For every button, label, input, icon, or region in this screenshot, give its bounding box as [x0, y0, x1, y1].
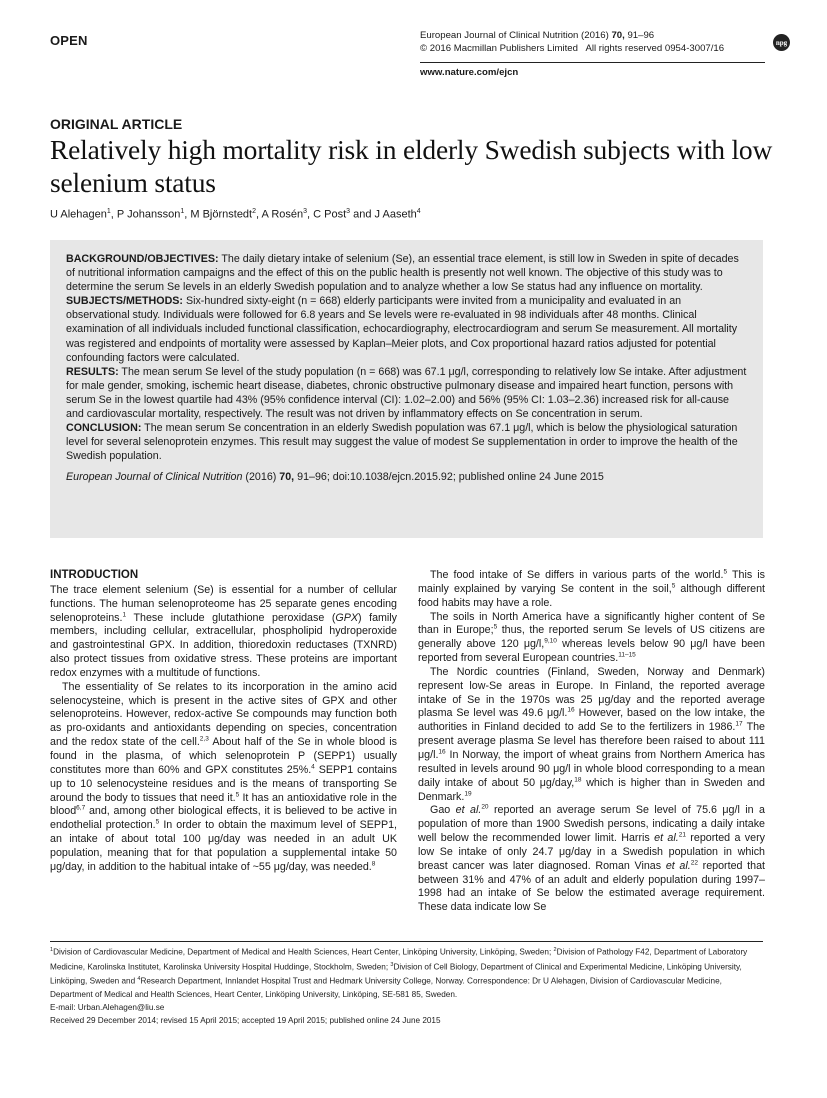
text-run: About half of the Se in whole blood is found in the plasma, of which selenoprotein P (SEPP1) usually constitutes more than 60% and GPX constitutes 25%.	[50, 736, 398, 776]
abstract-section	[66, 365, 747, 421]
body-paragraph	[418, 611, 765, 666]
abstract-section	[66, 252, 747, 294]
abstract-box	[50, 240, 763, 538]
reference-marker: 11–15	[618, 651, 636, 659]
journal-pages: 91–96	[624, 30, 655, 41]
text-run: and, among other biological effects, it is believed to be active in endothelial protection.	[50, 805, 397, 832]
reference-marker: 6,7	[76, 804, 86, 812]
affiliation-number: 3	[390, 961, 394, 968]
text-run: thus, the reported serum Se levels of US citizens are generally above 120 μg/l,	[418, 624, 765, 651]
reference-marker: 16	[438, 748, 446, 756]
author-name: P Johansson	[116, 208, 181, 221]
affiliation-text: Division of Pathology F42, Department of Laboratory Medicine, Karolinska Institutet, Karolinska University Hospital Huddinge, Stockholm, Sweden;	[50, 947, 748, 972]
reference-marker: 16	[567, 706, 575, 714]
abstract-section	[66, 294, 747, 364]
affiliation-marker: 1	[180, 208, 185, 215]
abstract-section-text: The mean serum Se concentration in an elderly Swedish population was 67.1 μg/l, which is below the physiological saturation level for several selenoprotein enzymes. This result may suggest the value of modest Se supplementation in order to improve the health of the Swedish population.	[66, 422, 738, 463]
text-run: The Nordic countries (Finland, Sweden, Norway and Denmark) represent low-Se areas in Europe. In Finland, the reported average intake of Se in the 1970s was 25 μg/day and the reported average plasma Se level was 49.6 μg/l.	[418, 665, 765, 720]
text-run: reported that between 31% and 47% of an adult and elderly population during 1997–1998 had an intake of Se below the estimated average requirement. These data indicate low Se	[418, 859, 765, 914]
text-run: which is higher than in Sweden and Denmark.	[418, 776, 765, 803]
footnotes	[50, 944, 763, 1027]
author-name: J Aaseth	[374, 208, 417, 221]
reference-marker: 5	[671, 582, 676, 590]
reference-marker: 5	[155, 818, 160, 826]
header-divider	[420, 62, 765, 63]
abstract-section-text: The daily dietary intake of selenium (Se), an essential trace element, is still low in Sweden in spite of decades of nutritional information campaigns and the effect of this on the public health is presently not well known. The objective of this study was to determine the serum Se levels in an elderly Swedish population and to analyze whether a low Se status had any influence on mortality.	[66, 253, 739, 294]
italic-run: GPX	[335, 611, 358, 624]
body-paragraph	[50, 584, 397, 681]
affiliation-text: Research Department, Innlandet Hospital Trust and Hedmark University College, Norway. Correspondence: Dr U Alehagen, Division of Cardiovascular Medicine, Department of Medical and Health Sciences, Heart Center, Linköping University, Linköping, SE-581 85, Sweden.	[50, 977, 722, 1000]
affiliation-text: Division of Cardiovascular Medicine, Department of Medical and Health Sciences, Heart Center, Linköping University, Linköping, Sweden;	[53, 947, 554, 957]
npg-logo-icon: npg	[773, 34, 790, 51]
author-separator: ,	[184, 208, 191, 221]
affiliation-marker: 4	[416, 208, 421, 215]
citation-volume: 70,	[279, 471, 295, 484]
author-list	[50, 208, 421, 221]
reference-marker: 17	[735, 720, 743, 728]
abstract-section	[66, 421, 747, 463]
text-run: The trace element selenium (Se) is essential for a number of cellular functions. The human selenoproteome has 25 separate genes encoding selenoproteins.	[50, 583, 397, 624]
text-run: The soils in North America have a significantly higher content of Se than in Europe;	[418, 610, 765, 637]
author-separator: ,	[307, 208, 314, 221]
reference-marker: 5	[235, 790, 240, 798]
text-run: SEPP1 contains up to 10 selenocysteine residues and is the means of transporting Se around the body to tissues that need it.	[50, 763, 397, 804]
affiliation-number: 1	[50, 947, 54, 953]
text-run: In order to obtain the maximum level of SEPP1, an intake of about total 100 μg/day was needed in an adult UK population, meaning that for that population a supplemental intake 50 μg/day, in addition to the habitual intake of ~55 μg/day, was needed.	[50, 819, 397, 873]
citation-doi: 91–96; doi:10.1038/ejcn.2015.92; published online 24 June 2015	[294, 471, 604, 484]
reference-marker: 8	[371, 860, 376, 868]
italic-run: et al.	[455, 804, 482, 817]
affiliation-number: 2	[553, 947, 557, 953]
abstract-sections	[66, 252, 747, 463]
affiliations	[50, 944, 763, 1001]
author-name: C Post	[313, 208, 347, 221]
abstract-section-label: BACKGROUND/OBJECTIVES:	[66, 253, 219, 265]
reference-marker: 2,3	[199, 735, 209, 743]
affiliation-number: 4	[137, 976, 141, 983]
reference-marker: 5	[493, 623, 498, 631]
abstract-section-label: SUBJECTS/METHODS:	[66, 295, 183, 308]
journal-name: European Journal of Clinical Nutrition (2016)	[420, 30, 612, 41]
text-run: reported an average serum Se level of 75.6 μg/l in a population of more than 1900 Swedish persons, indicating a daily intake well below the recommended lower limit. Harris	[418, 804, 765, 845]
section-heading-introduction: INTRODUCTION	[50, 569, 139, 581]
text-run: The present average plasma Se level has therefore been raised to about 111 μg/l.	[418, 721, 765, 761]
body-paragraph	[50, 681, 397, 875]
abstract-citation	[66, 470, 747, 484]
text-run: These include glutathione peroxidase (	[126, 611, 336, 624]
open-access-label: OPEN	[50, 33, 88, 48]
text-run: whereas levels below 90 μg/l have been reported from several European countries.	[418, 638, 765, 665]
body-column-left	[50, 569, 397, 875]
received-dates: Received 29 December 2014; revised 15 April 2015; accepted 19 April 2015; published online 24 June 2015	[50, 1016, 441, 1026]
text-run: Gao	[430, 804, 456, 817]
citation-journal: European Journal of Clinical Nutrition	[66, 471, 243, 484]
abstract-section-label: CONCLUSION:	[66, 422, 142, 435]
reference-marker: 21	[678, 831, 686, 839]
affiliation-marker: 3	[346, 208, 351, 215]
author-separator: ,	[256, 208, 262, 221]
reference-marker: 5	[723, 568, 728, 576]
reference-marker: 1	[122, 610, 127, 618]
correspondence-email[interactable]: E-mail: Urban.Alehagen@liu.se	[50, 1003, 165, 1013]
body-column-right	[418, 569, 765, 915]
italic-run: et al.	[654, 832, 679, 845]
abstract-section-text: Six-hundred sixty-eight (n = 668) elderly participants were invited from a municipality and evaluated in an observational study. Individuals were followed for 6.8 years and Se levels were re-evaluated in 98 individuals after 48 months. Clinical examination of all individuals included functional classification, echocardiography, electrocardiogram and serum Se measurement. All mortality was registered and endpoints of mortality were assessed by Kaplan–Meier plots, and Cox proportional hazard ratios adjusted for potential confounding factors were calculated.	[66, 295, 738, 364]
article-type-label: ORIGINAL ARTICLE	[50, 116, 183, 132]
author-name: U Alehagen	[50, 208, 107, 221]
reference-marker: 9,10	[544, 637, 557, 645]
body-paragraph	[418, 569, 765, 611]
text-run: ) family members, including cellular, extracellular, phospholipid hydroperoxide and gastrointestinal GPX. In addition, thioredoxin reductases (TXNRD) also protect tissues from oxidative stress. These proteins are important redox enzymes with a multitude of functions.	[50, 611, 398, 679]
article-title: Relatively high mortality risk in elderly Swedish subjects with low selenium status	[50, 134, 773, 198]
reference-marker: 4	[311, 763, 315, 771]
journal-url-link[interactable]: www.nature.com/ejcn	[420, 67, 519, 78]
body-paragraph	[418, 804, 765, 915]
abstract-section-text: The mean serum Se level of the study population (n = 668) was 67.1 μg/l, corresponding to relatively low Se intake. After adjustment for male gender, smoking, ischemic heart disease, diabetes, chronic obstructive pulmonary disease and impaired heart function, persons with serum Se in the lowest quartile had 43% (95% confidence interval (CI): 1.02–2.00) and 56% (95% CI: 1.03–2.36) increased risk for all-cause and cardiovascular mortality, respectively. The result was not driven by inflammatory effects on Se concentration in serum.	[66, 365, 747, 421]
journal-volume: 70,	[611, 30, 625, 41]
reference-marker: 20	[481, 803, 489, 811]
author-name: M Björnstedt	[190, 208, 253, 221]
reference-marker: 19	[464, 789, 472, 797]
body-paragraph	[418, 666, 765, 804]
abstract-section-label: RESULTS:	[66, 365, 119, 378]
affiliation-text: Division of Cell Biology, Department of Clinical and Experimental Medicine, Linköping University, Linköping, Sweden and	[50, 962, 742, 987]
author-name: A Rosén	[261, 208, 304, 221]
citation-year: (2016)	[242, 471, 280, 484]
journal-header	[420, 29, 765, 55]
affiliation-marker: 1	[106, 208, 111, 215]
author-separator: and	[350, 208, 375, 221]
affiliation-marker: 2	[252, 208, 257, 215]
text-run: reported a very low Se intake of only 24.7 μg/day in a Swedish population in which breast cancer was later diagnosed. Roman Vinas	[418, 832, 765, 872]
text-run: This is mainly explained by varying Se content in the soil,	[418, 569, 765, 595]
text-run: In Norway, the import of wheat grains from Northern America has resulted in levels around 90 μg/l in whole blood corresponding to a mean daily intake of about 50 μg/day,	[418, 748, 765, 789]
italic-run: et al.	[665, 859, 691, 872]
text-run: It has an antioxidative role in the blood	[50, 791, 397, 818]
copyright-line: © 2016 Macmillan Publishers Limited All rights reserved 0954-3007/16	[420, 43, 725, 54]
text-run: The essentiality of Se relates to its incorporation in the amino acid selenocysteine, which is present in the active sites of GPX and other selenoproteins. However, redox-active Se compounds may function both as pro-oxidants and antioxidants depending on species, concentration and the redox state of the cell.	[50, 680, 397, 749]
text-run: However, based on the low intake, the authorities in Finland decided to add Se to the fertilizers in 1986.	[418, 707, 765, 734]
journal-citation-line	[420, 29, 765, 42]
footnote-divider	[50, 941, 763, 942]
text-run: The food intake of Se differs in various parts of the world.	[430, 569, 724, 581]
reference-marker: 18	[574, 776, 582, 784]
author-separator: ,	[110, 208, 117, 221]
reference-marker: 22	[690, 859, 698, 867]
text-run: although different food habits may have a role.	[418, 582, 765, 609]
affiliation-marker: 3	[303, 208, 308, 215]
